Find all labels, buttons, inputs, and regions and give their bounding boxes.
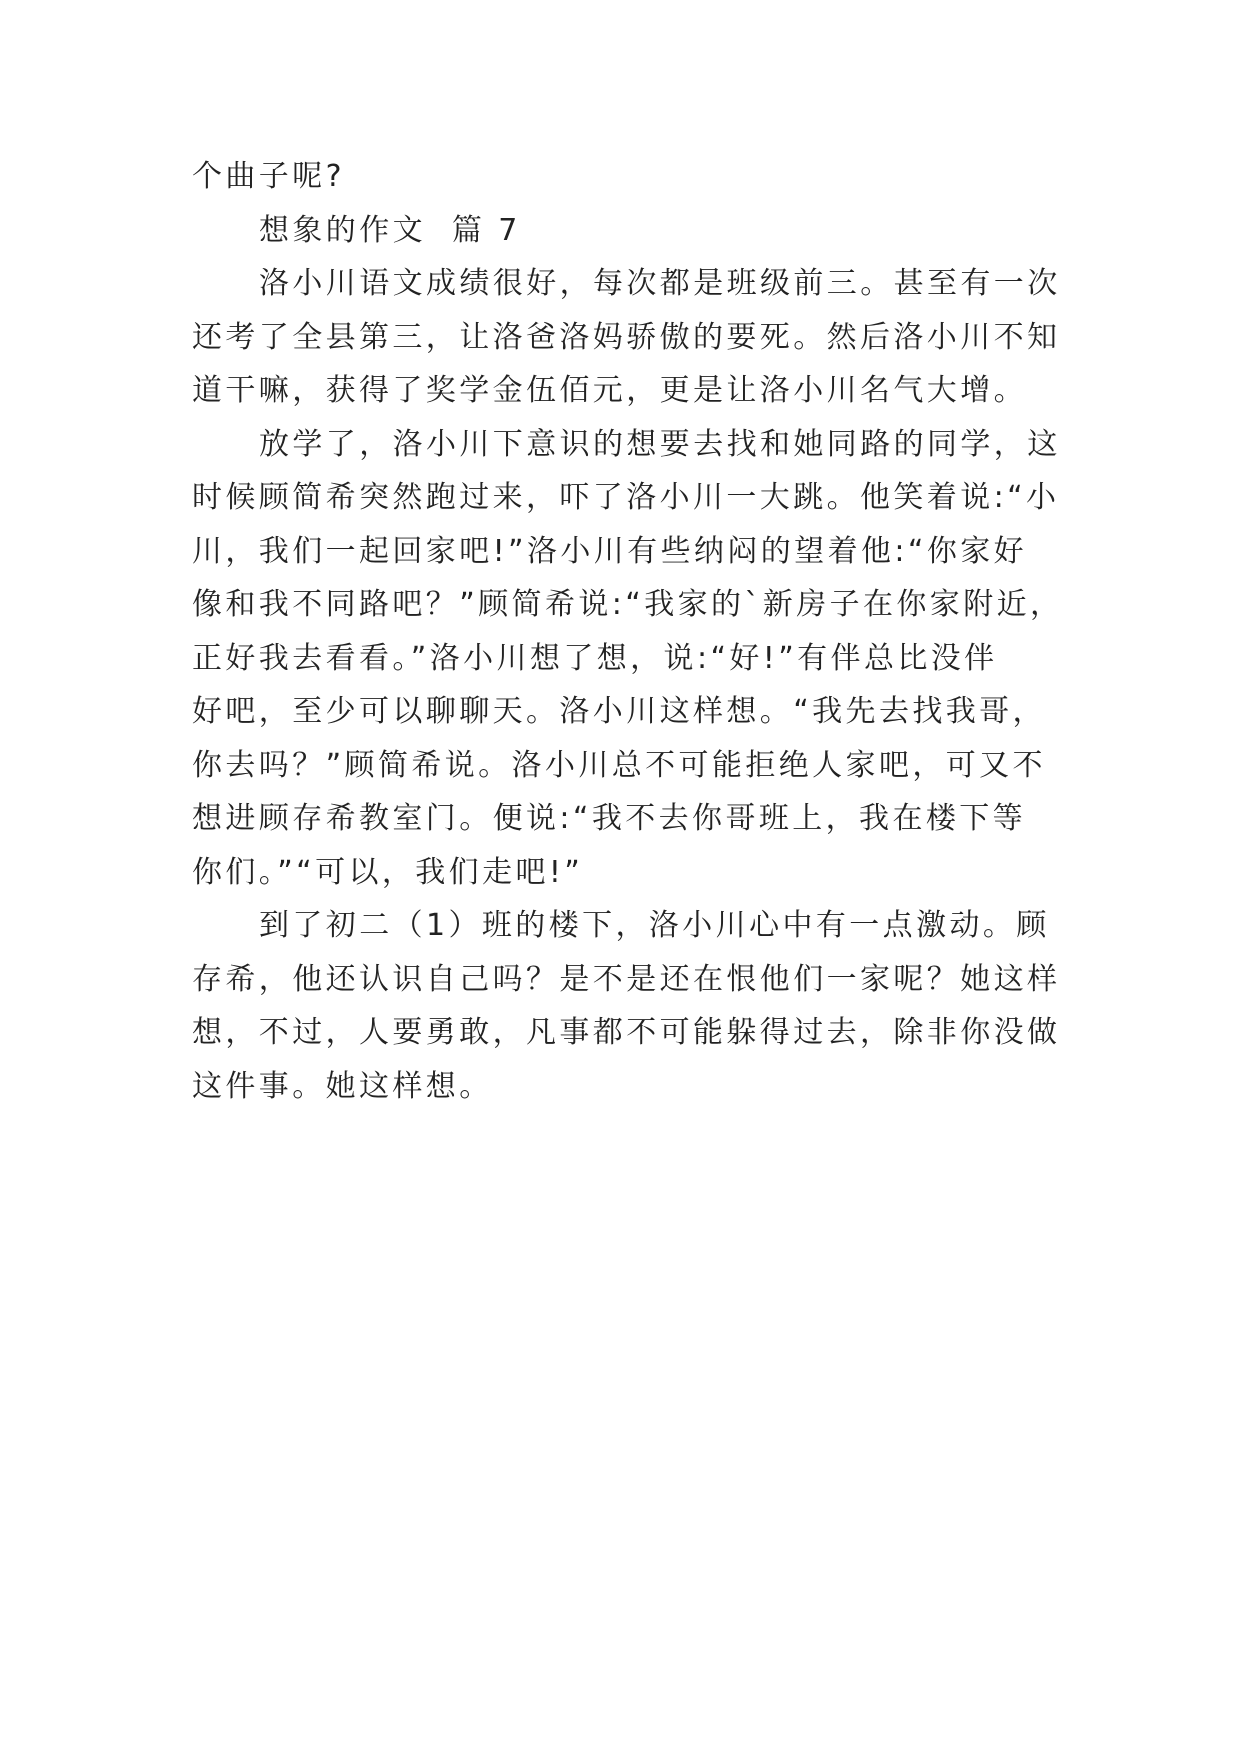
text-line: 想进顾存希教室门。便说:“我不去你哥班上，我在楼下等	[192, 801, 1027, 836]
paragraph-2	[192, 418, 1062, 900]
text-line: 还考了全县第三，让洛爸洛妈骄傲的要死。然后洛小川不知	[192, 319, 1061, 355]
text-line: 想，不过，人要勇敢，凡事都不可能躲得过去，除非你没做	[192, 1015, 1061, 1050]
text-line: 正好我去看看。”洛小川想了想，说:“好!”有伴总比没伴	[192, 640, 998, 676]
text-line: 存希，他还认识自己吗？是不是还在恨他们一家呢？她这样	[192, 961, 1061, 997]
paragraph-3	[192, 899, 1062, 1113]
paragraph-1	[192, 257, 1062, 418]
text-line: 道干嘛，获得了奖学金伍佰元，更是让洛小川名气大增。	[192, 373, 1027, 408]
text-line: 像和我不同路吧？”顾简希说:“我家的`新房子在你家附近，	[192, 587, 1064, 622]
text-line: 好吧，至少可以聊聊天。洛小川这样想。“我先去找我哥，	[192, 694, 1046, 729]
essay-heading	[192, 204, 1062, 258]
continuation-line	[192, 150, 1062, 204]
text-line: 你们。”“可以，我们走吧!”	[192, 854, 584, 890]
text-line: 川，我们一起回家吧!”洛小川有些纳闷的望着他:“你家好	[192, 533, 1028, 569]
text-line: 时候顾简希突然跑过来，吓了洛小川一大跳。他笑着说:“小	[192, 480, 1060, 515]
document-body	[192, 150, 1062, 1113]
text-line: 到了初二（1）班的楼下，洛小川心中有一点激动。顾	[259, 908, 1050, 943]
text-line: 这件事。她这样想。	[192, 1068, 493, 1104]
text-line: 放学了，洛小川下意识的想要去找和她同路的同学，这	[259, 426, 1061, 462]
text-line: 你去吗？”顾简希说。洛小川总不可能拒绝人家吧，可又不	[192, 747, 1046, 783]
text-line: 个曲子呢?	[192, 159, 345, 194]
text-line: 洛小川语文成绩很好，每次都是班级前三。甚至有一次	[259, 266, 1061, 301]
heading-text: 想象的作文 篇 7	[259, 212, 521, 248]
